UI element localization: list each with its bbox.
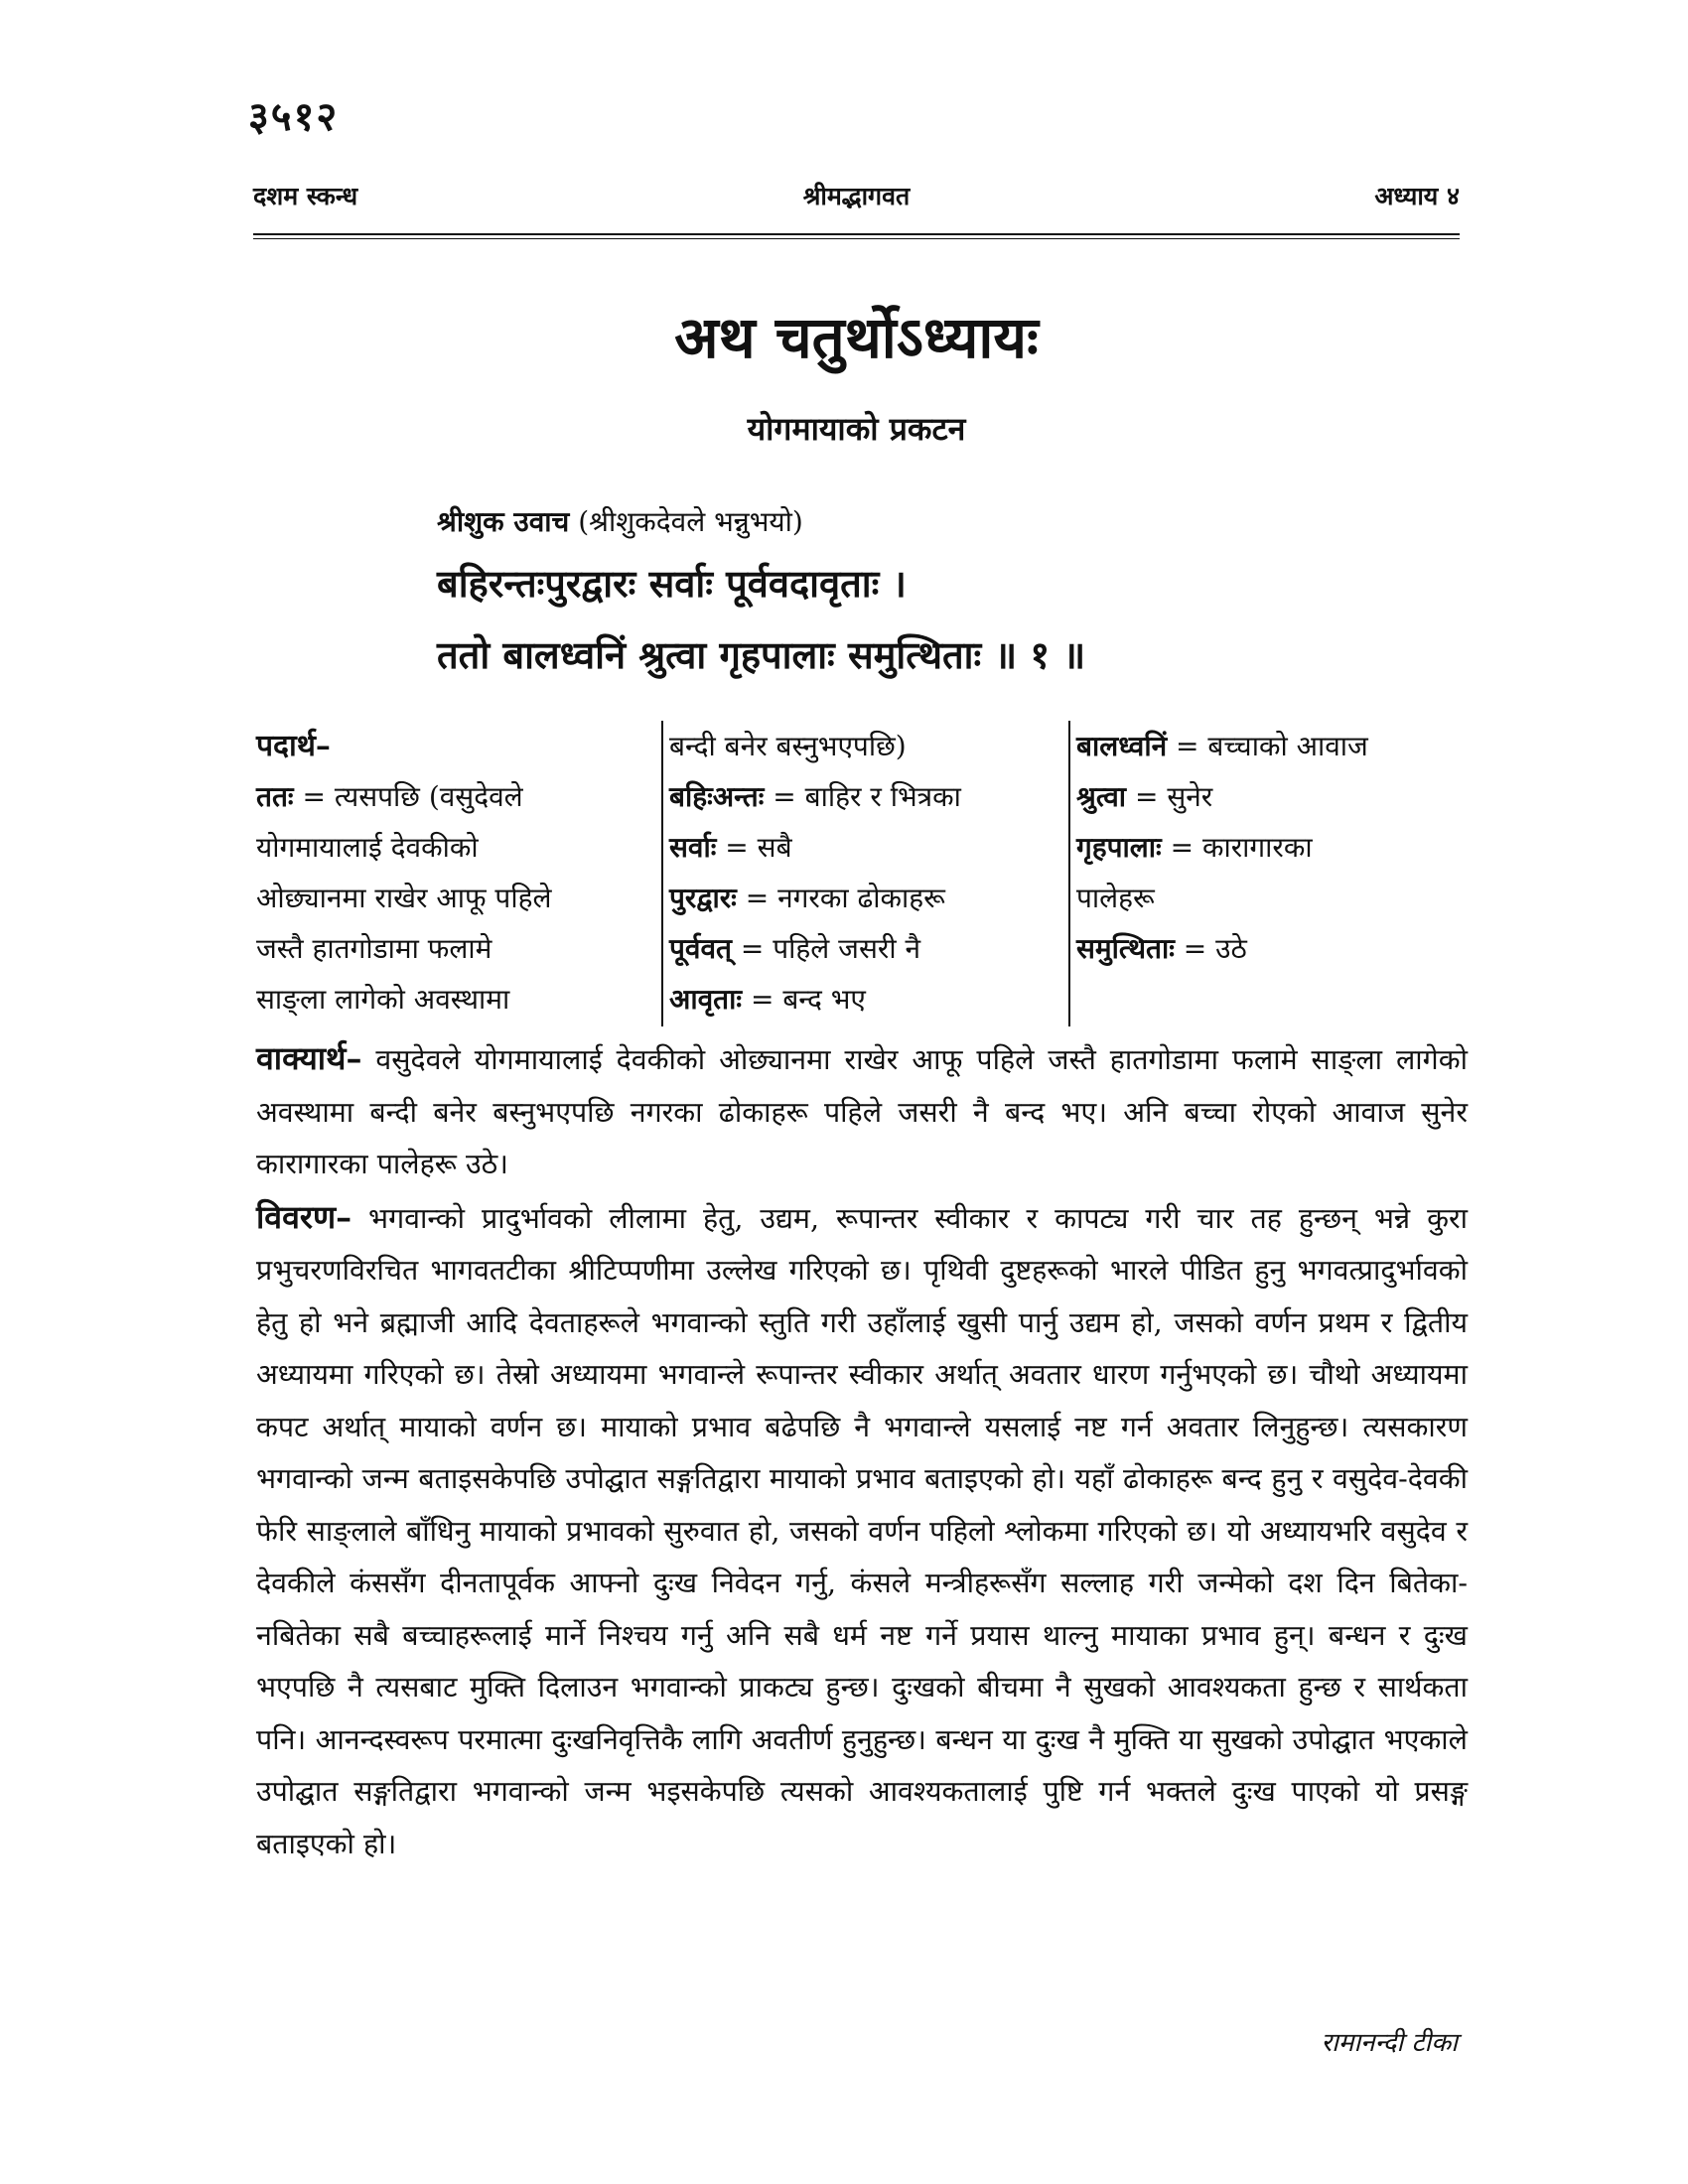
speaker-name: श्रीशुक उवाच xyxy=(437,505,570,538)
glossary-line xyxy=(256,721,653,771)
vivarana-label: विवरण– xyxy=(256,1197,352,1236)
glossary-definition: = उठे xyxy=(1174,932,1247,965)
glossary-column-2 xyxy=(661,721,1078,1026)
glossary-line xyxy=(256,822,653,873)
glossary-definition: = बन्द भए xyxy=(742,983,866,1016)
glossary-heading: पदार्थ– xyxy=(256,729,331,763)
header-book-title: श्रीमद्भागवत xyxy=(802,182,911,210)
verse-line-2: ततो बालध्वनिं श्रुत्वा गृहपालाः समुत्थिताः ॥ १ ॥ xyxy=(437,632,1086,677)
speaker-line xyxy=(437,496,1489,548)
glossary-column-1 xyxy=(256,721,653,1026)
vakyartha-paragraph xyxy=(256,1032,1468,1191)
glossary-term: पूर्ववत् xyxy=(669,932,733,965)
chapter-title: अथ चतुर्थोऽध्यायः xyxy=(674,304,1039,371)
glossary-definition: पालेहरू xyxy=(1076,882,1155,914)
glossary-definition: ओछ्यानमा राखेर आफू पहिले xyxy=(256,882,552,914)
glossary-term: सर्वाः xyxy=(669,831,717,864)
glossary-line xyxy=(1076,822,1474,873)
glossary-definition: बन्दी बनेर बस्नुभएपछि) xyxy=(669,730,907,762)
glossary-definition: योगमायालाई देवकीको xyxy=(256,831,479,864)
glossary-line xyxy=(1076,721,1474,771)
vivarana-text: भगवान्को प्रादुर्भावको लीलामा हेतु, उद्यम, रूपान्तर स्वीकार र कापट्य गरी चार तह हुन्छन् भन्ने कुरा प्रभुचरणविरचित भागवतटीका श्रीटिप्पणीमा उल्लेख गरिएको छ। पृथिवी दुष्टहरूको भारले पीडित हुनु भगवत्प्रादुर्भावको हेतु हो भने ब्रह्माजी आदि देवताहरूले भगवान्को स्तुति गरी उहाँलाई खुसी पार्नु उद्यम हो, जसको वर्णन प्रथम र द्वितीय अध्यायमा गरिएको छ। तेस्रो अध्यायमा भगवान्ले रूपान्तर स्वीकार अर्थात् अवतार धारण गर्नुभएको छ। चौथो अध्यायमा कपट अर्थात् मायाको वर्णन छ। मायाको प्रभाव बढेपछि नै भगवान्ले यसलाई नष्ट गर्न अवतार लिनुहुन्छ। त्यसकारण भगवान्को जन्म बताइसकेपछि उपोद्घात सङ्गतिद्वारा मायाको प्रभाव बताइएको हो। यहाँ ढोकाहरू बन्द हुनु र वसुदेव-देवकी फेरि साङ्लाले बाँधिनु मायाको प्रभावको सुरुवात हो, जसको वर्णन पहिलो श्लोकमा गरिएको छ। यो अध्यायभरि वसुदेव र देवकीले कंससँग दीनतापूर्वक आफ्नो दुःख निवेदन गर्नु, कंसले मन्त्रीहरूसँग सल्लाह गरी जन्मेको दश दिन बितेका-नबितेका सबै बच्चाहरूलाई मार्ने निश्चय गर्नु अनि सबै धर्म नष्ट गर्ने प्रयास थाल्नु मायाका प्रभाव हुन्। बन्धन र दुःख भएपछि नै त्यसबाट मुक्ति दिलाउन भगवान्को प्राकट्य हुन्छ। दुःखको बीचमा नै सुखको आवश्यकता हुन्छ र सार्थकता पनि। आनन्दस्वरूप परमात्मा दुःखनिवृत्तिकै लागि अवतीर्ण हुनुहुन्छ। बन्धन या दुःख नै मुक्ति या सुखको उपोद्घात भएकाले उपोद्घात सङ्गतिद्वारा भगवान्को जन्म भइसकेपछि त्यसको आवश्यकतालाई पुष्टि गर्न भक्तले दुःख पाएको यो प्रसङ्ग बताइएको हो। xyxy=(256,1201,1468,1860)
glossary-line xyxy=(1076,974,1474,1024)
glossary-definition: = सुनेर xyxy=(1126,780,1213,813)
speaker-note: (श्रीशुकदेवले भन्नुभयो) xyxy=(578,505,803,538)
glossary-line xyxy=(256,771,653,822)
word-meaning-glossary xyxy=(256,721,1468,1026)
glossary-line xyxy=(1076,873,1474,923)
glossary-definition: = सबै xyxy=(716,831,792,864)
glossary-definition: साङ्ला लागेको अवस्थामा xyxy=(256,983,510,1016)
glossary-line xyxy=(1076,923,1474,974)
glossary-term: गृहपालाः xyxy=(1076,831,1162,864)
glossary-line xyxy=(1076,771,1474,822)
glossary-line xyxy=(669,822,1078,873)
glossary-column-3 xyxy=(1068,721,1474,1026)
vivarana-paragraph xyxy=(256,1191,1468,1871)
glossary-line xyxy=(669,721,1078,771)
commentary-section xyxy=(256,1032,1468,1870)
glossary-definition: = पहिले जसरी नै xyxy=(732,932,921,965)
page-number: ३५१२ xyxy=(248,93,340,140)
glossary-definition: = बच्चाको आवाज xyxy=(1167,730,1368,762)
header-book-section: दशम स्कन्ध xyxy=(253,182,358,210)
glossary-line xyxy=(669,923,1078,974)
glossary-line xyxy=(256,923,653,974)
glossary-definition: = कारागारका xyxy=(1161,831,1313,864)
glossary-line xyxy=(669,771,1078,822)
glossary-line xyxy=(669,974,1078,1024)
verse-line-1: बहिरन्तःपुरद्वारः सर्वाः पूर्ववदावृताः । xyxy=(437,561,907,606)
glossary-term: बहिःअन्तः xyxy=(669,780,765,813)
glossary-line xyxy=(669,873,1078,923)
vakyartha-text: वसुदेवले योगमायालाई देवकीको ओछ्यानमा राखेर आफू पहिले जस्तै हातगोडामा फलामे साङ्ला लागेको अवस्थामा बन्दी बनेर बस्नुभएपछि नगरका ढोकाहरू पहिले जसरी नै बन्द भए। अनि बच्चा रोएको आवाज सुनेर कारागारका पालेहरू उठे। xyxy=(256,1043,1468,1180)
header-chapter: अध्याय ४ xyxy=(1374,182,1460,210)
header-divider xyxy=(253,233,1460,239)
glossary-term: ततः xyxy=(256,780,294,813)
glossary-term: बालध्वनिं xyxy=(1076,730,1168,762)
verse-block xyxy=(437,496,1489,691)
glossary-term: श्रुत्वा xyxy=(1076,780,1127,813)
glossary-term: आवृताः xyxy=(669,983,743,1016)
glossary-line xyxy=(256,873,653,923)
glossary-definition: = नगरका ढोकाहरू xyxy=(736,882,945,914)
glossary-line xyxy=(256,974,653,1024)
footer-commentary-name: रामानन्दी टीका xyxy=(1321,2028,1458,2058)
glossary-term: पुरद्वारः xyxy=(669,882,737,914)
running-header xyxy=(253,179,1460,228)
chapter-subtitle: योगमायाको प्रकटन xyxy=(747,410,966,448)
glossary-definition: = बाहिर र भित्रका xyxy=(764,780,961,813)
glossary-definition: = त्यसपछि (वसुदेवले xyxy=(293,780,523,813)
glossary-term: समुत्थिताः xyxy=(1076,932,1175,965)
glossary-definition: जस्तै हातगोडामा फलामे xyxy=(256,932,492,965)
vakyartha-label: वाक्यार्थ– xyxy=(256,1039,362,1077)
